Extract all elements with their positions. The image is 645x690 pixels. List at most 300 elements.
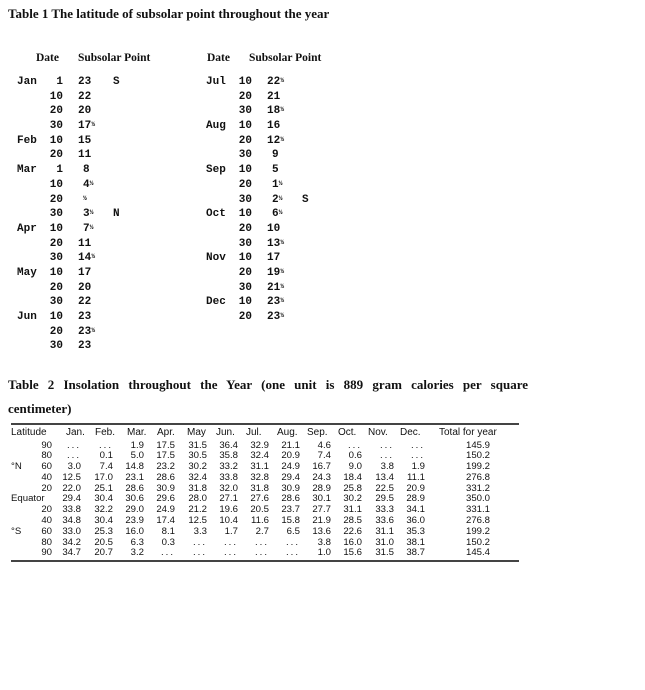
month-value: 33.8 <box>62 504 81 516</box>
column-header: Feb. <box>95 426 116 438</box>
month-value: 21.2 <box>188 504 207 516</box>
month-value: ... <box>193 547 207 559</box>
month-value: ... <box>255 547 269 559</box>
month-value: 20.5 <box>94 536 113 548</box>
month-label: Apr <box>17 222 37 235</box>
month-value: ... <box>286 547 300 559</box>
subsolar-value <box>83 194 87 206</box>
month-value: 38.1 <box>406 536 425 548</box>
month-value: 17.5 <box>156 439 175 451</box>
table-row <box>11 450 519 461</box>
month-value: 30.4 <box>94 493 113 505</box>
day-label: 10 <box>49 134 63 147</box>
hemisphere-label: °N <box>11 461 22 473</box>
month-value: 20.9 <box>281 450 300 462</box>
month-value: 31.1 <box>250 461 269 473</box>
month-value: 34.7 <box>62 547 81 559</box>
year-total: 150.2 <box>465 450 490 462</box>
year-total: 331.1 <box>465 504 490 516</box>
table-row <box>11 483 519 494</box>
month-value: 25.8 <box>343 482 362 494</box>
subsolar-value <box>267 135 284 147</box>
month-value: 32.4 <box>188 471 207 483</box>
day-label: 30 <box>238 193 252 206</box>
month-value: ... <box>224 547 238 559</box>
half-fraction: ½ <box>89 223 94 231</box>
month-value: ... <box>67 439 81 451</box>
month-value: 2.7 <box>255 525 269 537</box>
year-total: 145.4 <box>465 547 490 559</box>
month-value: 6.3 <box>130 536 144 548</box>
subsolar-degrees: 23 <box>78 325 92 338</box>
month-value: 16.0 <box>125 525 144 537</box>
month-value: ... <box>255 536 269 548</box>
month-value: ... <box>193 536 207 548</box>
subsolar-value <box>78 91 91 103</box>
year-total: 145.9 <box>465 439 490 451</box>
subsolar-degrees: 13 <box>267 237 281 250</box>
month-value: 24.9 <box>156 504 175 516</box>
year-total: 331.2 <box>465 482 490 494</box>
half-fraction: ½ <box>89 179 94 187</box>
month-value: 32.9 <box>250 439 269 451</box>
day-label: 10 <box>49 311 63 323</box>
day-label: 30 <box>49 252 63 265</box>
month-value: 0.1 <box>99 450 113 462</box>
subsolar-value <box>272 164 279 176</box>
subsolar-degrees: 10 <box>267 222 281 235</box>
subsolar-degrees: 23 <box>78 311 92 323</box>
day-label: 20 <box>238 178 252 191</box>
month-value: ... <box>67 450 81 462</box>
day-label: 30 <box>238 105 252 118</box>
year-total: 276.8 <box>465 515 490 527</box>
month-value: 19.6 <box>219 504 238 516</box>
month-value: 22.5 <box>375 482 394 494</box>
day-label: 30 <box>238 237 252 250</box>
month-value: 31.0 <box>375 536 394 548</box>
latitude-label: 90 <box>41 547 52 559</box>
day-label: 20 <box>49 325 63 338</box>
month-value: 31.5 <box>188 439 207 451</box>
latitude-label: 40 <box>41 471 52 483</box>
subsolar-value <box>78 120 95 132</box>
table-row <box>11 526 519 537</box>
header-date-left: Date <box>36 52 59 64</box>
month-value: 29.4 <box>62 493 81 505</box>
month-label: Feb <box>17 134 37 147</box>
month-value: 25.3 <box>94 525 113 537</box>
half-fraction: ½ <box>278 194 283 202</box>
subsolar-degrees: 20 <box>78 281 92 294</box>
month-value: ... <box>286 536 300 548</box>
month-value: 20.5 <box>250 504 269 516</box>
month-value: 33.0 <box>62 525 81 537</box>
subsolar-value <box>267 311 284 323</box>
month-value: 28.6 <box>281 493 300 505</box>
month-value: ... <box>99 439 113 451</box>
month-value: 3.2 <box>130 547 144 559</box>
month-value: 3.8 <box>317 536 331 548</box>
month-value: 31.5 <box>375 547 394 559</box>
subsolar-degrees: 17 <box>78 266 92 279</box>
year-total: 276.8 <box>465 471 490 483</box>
month-value: 29.6 <box>156 493 175 505</box>
latitude-label: 80 <box>41 536 52 548</box>
month-value: 28.0 <box>188 493 207 505</box>
month-value: 24.9 <box>281 461 300 473</box>
subsolar-degrees: 22 <box>78 90 92 103</box>
subsolar-value <box>78 149 91 161</box>
subsolar-value <box>78 296 91 308</box>
month-value: 17.4 <box>156 515 175 527</box>
subsolar-degrees: 9 <box>272 149 279 162</box>
day-label: 10 <box>49 222 63 235</box>
month-value: 4.6 <box>317 439 331 451</box>
month-value: 28.9 <box>406 493 425 505</box>
month-value: ... <box>411 450 425 462</box>
month-value: 6.5 <box>286 525 300 537</box>
month-value: 31.1 <box>375 525 394 537</box>
month-value: 33.2 <box>219 461 238 473</box>
day-label: 20 <box>238 222 252 235</box>
subsolar-degrees: 20 <box>78 105 92 118</box>
month-value: 30.5 <box>188 450 207 462</box>
subsolar-value <box>78 135 91 147</box>
subsolar-value <box>272 179 283 191</box>
month-value: 23.9 <box>125 515 144 527</box>
latitude-label: 60 <box>41 525 52 537</box>
month-value: 22.6 <box>343 525 362 537</box>
month-value: 20.9 <box>406 482 425 494</box>
month-value: 28.5 <box>343 515 362 527</box>
month-value: 16.7 <box>312 461 331 473</box>
month-value: 29.0 <box>125 504 144 516</box>
month-label: Jul <box>206 76 226 88</box>
insolation-table <box>11 423 519 562</box>
column-header: Dec. <box>400 426 421 438</box>
column-header: Jan. <box>66 426 85 438</box>
half-fraction: ½ <box>280 312 285 319</box>
day-label: 10 <box>49 266 63 279</box>
month-value: ... <box>161 547 175 559</box>
month-value: 5.0 <box>130 450 144 462</box>
latitude-label: 80 <box>41 450 52 462</box>
month-value: 32.0 <box>219 482 238 494</box>
latitude-label: 20 <box>41 504 52 516</box>
subsolar-value <box>267 252 280 264</box>
month-value: 11.6 <box>251 515 269 527</box>
day-label: 1 <box>56 76 63 88</box>
subsolar-value <box>83 164 90 176</box>
month-value: 9.0 <box>348 461 362 473</box>
month-value: 1.9 <box>411 461 425 473</box>
month-value: 18.4 <box>343 471 362 483</box>
subsolar-degrees: 14 <box>78 252 92 265</box>
table2-title-line2: centimeter) <box>8 401 72 416</box>
half-fraction: ½ <box>280 77 285 84</box>
subsolar-degrees: 23 <box>78 340 92 353</box>
table-row <box>11 461 519 472</box>
month-value: 3.0 <box>67 461 81 473</box>
month-value: 23.2 <box>156 461 175 473</box>
month-value: 32.2 <box>94 504 113 516</box>
month-value: 23.7 <box>281 504 300 516</box>
month-value: ... <box>380 450 394 462</box>
month-label: Aug <box>206 120 226 133</box>
month-value: 30.9 <box>281 482 300 494</box>
day-label: 20 <box>238 266 252 279</box>
month-value: 15.6 <box>343 547 362 559</box>
subsolar-value <box>78 252 95 264</box>
table1-title: Table 1 The latitude of subsolar point throughout the year <box>8 6 330 21</box>
month-value: 33.6 <box>375 515 394 527</box>
month-value: 31.1 <box>343 504 362 516</box>
day-label: 10 <box>238 120 252 133</box>
month-value: 30.4 <box>94 515 113 527</box>
day-label: 20 <box>49 281 63 294</box>
month-value: 3.8 <box>380 461 394 473</box>
year-total: 199.2 <box>465 461 490 473</box>
subsolar-value <box>267 238 284 250</box>
month-value: 31.8 <box>188 482 207 494</box>
subsolar-degrees: 3 <box>83 208 90 221</box>
subsolar-value <box>267 91 280 103</box>
day-label: 30 <box>49 120 63 133</box>
day-label: 20 <box>49 193 63 206</box>
subsolar-value <box>267 223 280 235</box>
subsolar-value <box>267 120 280 132</box>
month-value: 38.7 <box>406 547 425 559</box>
day-label: 30 <box>49 296 63 309</box>
subsolar-degrees: 6 <box>272 208 279 221</box>
month-value: 20.7 <box>94 547 113 559</box>
half-fraction: ½ <box>280 267 285 275</box>
subsolar-degrees: 19 <box>267 266 281 279</box>
subsolar-value <box>267 282 284 294</box>
month-value: 21.9 <box>312 515 331 527</box>
subsolar-degrees: 5 <box>272 164 279 177</box>
month-value: 28.6 <box>125 482 144 494</box>
header-date-right: Date <box>207 52 230 64</box>
column-header: Jul. <box>246 426 262 438</box>
month-value: 28.9 <box>312 482 331 494</box>
subsolar-value <box>272 208 283 220</box>
month-value: 30.2 <box>188 461 207 473</box>
month-value: 35.8 <box>219 450 238 462</box>
subsolar-value <box>267 76 284 88</box>
month-value: 14.8 <box>125 461 144 473</box>
month-label: May <box>17 266 37 279</box>
header-subsolar-right: Subsolar Point <box>249 52 322 64</box>
month-label: Jan <box>17 76 37 88</box>
month-value: 1.7 <box>224 525 238 537</box>
subsolar-degrees: 12 <box>267 134 281 147</box>
subsolar-value <box>272 149 279 161</box>
month-label: Jun <box>17 311 37 323</box>
half-fraction: ½ <box>83 194 87 202</box>
month-value: 33.3 <box>375 504 394 516</box>
month-value: 8.1 <box>161 525 175 537</box>
subsolar-degrees: 2 <box>272 193 279 206</box>
column-header: Oct. <box>338 426 357 438</box>
subsolar-value <box>78 267 91 279</box>
bottom-rule <box>11 560 519 562</box>
hemisphere-label: °S <box>11 525 22 537</box>
day-label: 1 <box>56 164 63 177</box>
day-label: 30 <box>49 340 63 353</box>
month-value: 30.6 <box>125 493 144 505</box>
year-total: 199.2 <box>465 525 490 537</box>
column-header: Aug. <box>277 426 298 438</box>
month-value: 34.1 <box>406 504 425 516</box>
month-value: 30.1 <box>312 493 331 505</box>
half-fraction: ½ <box>89 209 94 217</box>
half-fraction: ½ <box>280 106 285 114</box>
latitude-label: Equator <box>11 493 45 505</box>
subsolar-degrees: 15 <box>78 134 92 147</box>
subsolar-degrees: 1 <box>272 178 279 191</box>
column-header: Jun. <box>216 426 235 438</box>
month-value: 12.5 <box>188 515 207 527</box>
column-header: Total for year <box>439 426 497 438</box>
day-label: 10 <box>238 76 252 88</box>
subsolar-value <box>267 105 284 117</box>
month-value: 32.4 <box>250 450 269 462</box>
month-label: Oct <box>206 208 226 221</box>
month-value: 34.2 <box>62 536 81 548</box>
month-value: 35.3 <box>406 525 425 537</box>
header-subsolar-left: Subsolar Point <box>78 52 151 64</box>
month-value: ... <box>411 439 425 451</box>
month-value: 22.0 <box>62 482 81 494</box>
month-value: 0.6 <box>348 450 362 462</box>
day-label: 10 <box>238 296 252 309</box>
half-fraction: ½ <box>91 326 96 334</box>
subsolar-degrees: 16 <box>267 120 281 133</box>
half-fraction: ½ <box>280 282 285 290</box>
month-value: 36.4 <box>219 439 238 451</box>
day-label: 30 <box>238 149 252 162</box>
latitude-label: 40 <box>41 515 52 527</box>
half-fraction: ½ <box>91 253 96 261</box>
month-label: Sep <box>206 164 226 177</box>
hemisphere-marker: S <box>302 193 309 206</box>
subsolar-degrees: 21 <box>267 281 281 294</box>
month-value: 23.1 <box>125 471 144 483</box>
hemisphere-marker: N <box>113 208 120 221</box>
month-value: 27.7 <box>312 504 331 516</box>
column-header: Mar. <box>127 426 147 438</box>
day-label: 20 <box>49 149 63 162</box>
subsolar-degrees: 22 <box>78 296 92 309</box>
month-value: 30.9 <box>156 482 175 494</box>
subsolar-degrees: 8 <box>83 164 90 177</box>
day-label: 30 <box>49 208 63 221</box>
table2-body <box>11 440 519 559</box>
month-value: ... <box>348 439 362 451</box>
subsolar-value <box>83 179 94 191</box>
month-value: 31.8 <box>250 482 269 494</box>
month-value: 21.1 <box>281 439 300 451</box>
month-value: 1.0 <box>317 547 331 559</box>
column-header: Sep. <box>307 426 328 438</box>
table-row <box>11 547 519 558</box>
subsolar-value <box>267 267 284 279</box>
day-label: 10 <box>238 164 252 177</box>
subsolar-value <box>78 76 91 88</box>
month-label: Nov <box>206 252 226 265</box>
subsolar-value <box>78 238 91 250</box>
month-value: 32.8 <box>250 471 269 483</box>
month-value: 11.1 <box>407 471 425 483</box>
latitude-label: 20 <box>41 482 52 494</box>
subsolar-degrees: 21 <box>267 90 281 103</box>
table2-title-line1: Table 2 Insolation throughout the Year (one unit is 889 gram calories per square <box>8 377 528 392</box>
day-label: 10 <box>49 178 63 191</box>
month-value: 29.5 <box>375 493 394 505</box>
subsolar-degrees: 23 <box>78 76 92 88</box>
column-header: Apr. <box>157 426 175 438</box>
half-fraction: ½ <box>278 179 283 187</box>
subsolar-degrees: 4 <box>83 178 90 191</box>
subsolar-value <box>83 223 94 235</box>
subsolar-degrees: 17 <box>78 120 92 133</box>
subsolar-degrees: 11 <box>78 149 92 162</box>
table-row <box>11 537 519 548</box>
month-value: ... <box>380 439 394 451</box>
half-fraction: ½ <box>280 297 285 305</box>
month-value: 0.3 <box>161 536 175 548</box>
subsolar-degrees: 23 <box>267 296 281 309</box>
month-value: 15.8 <box>281 515 300 527</box>
month-value: 25.1 <box>94 482 113 494</box>
day-label: 10 <box>238 252 252 265</box>
subsolar-degrees: 7 <box>83 222 90 235</box>
day-label: 20 <box>49 105 63 118</box>
subsolar-value <box>78 340 91 352</box>
column-header: Nov. <box>368 426 388 438</box>
table-row <box>11 472 519 483</box>
month-value: 28.6 <box>156 471 175 483</box>
subsolar-value <box>78 105 91 117</box>
month-value: 33.8 <box>219 471 238 483</box>
month-value: 12.5 <box>62 471 81 483</box>
month-value: 17.5 <box>156 450 175 462</box>
month-value: 1.9 <box>130 439 144 451</box>
month-value: 29.4 <box>281 471 300 483</box>
day-label: 10 <box>238 208 252 221</box>
subsolar-value <box>78 282 91 294</box>
subsolar-value <box>267 296 284 308</box>
day-label: 30 <box>238 281 252 294</box>
month-value: 13.4 <box>375 471 394 483</box>
month-value: 27.6 <box>250 493 269 505</box>
subsolar-degrees: 18 <box>267 105 281 118</box>
day-label: 20 <box>238 311 252 323</box>
month-value: 27.1 <box>219 493 238 505</box>
table-row <box>11 493 519 504</box>
subsolar-degrees: 23 <box>267 311 281 323</box>
half-fraction: ½ <box>280 238 285 246</box>
subsolar-value <box>78 326 95 338</box>
month-value: 3.3 <box>193 525 207 537</box>
month-value: 10.4 <box>219 515 238 527</box>
day-label: 10 <box>49 90 63 103</box>
subsolar-degrees: 17 <box>267 252 281 265</box>
year-total: 150.2 <box>465 536 490 548</box>
table-row <box>11 515 519 526</box>
